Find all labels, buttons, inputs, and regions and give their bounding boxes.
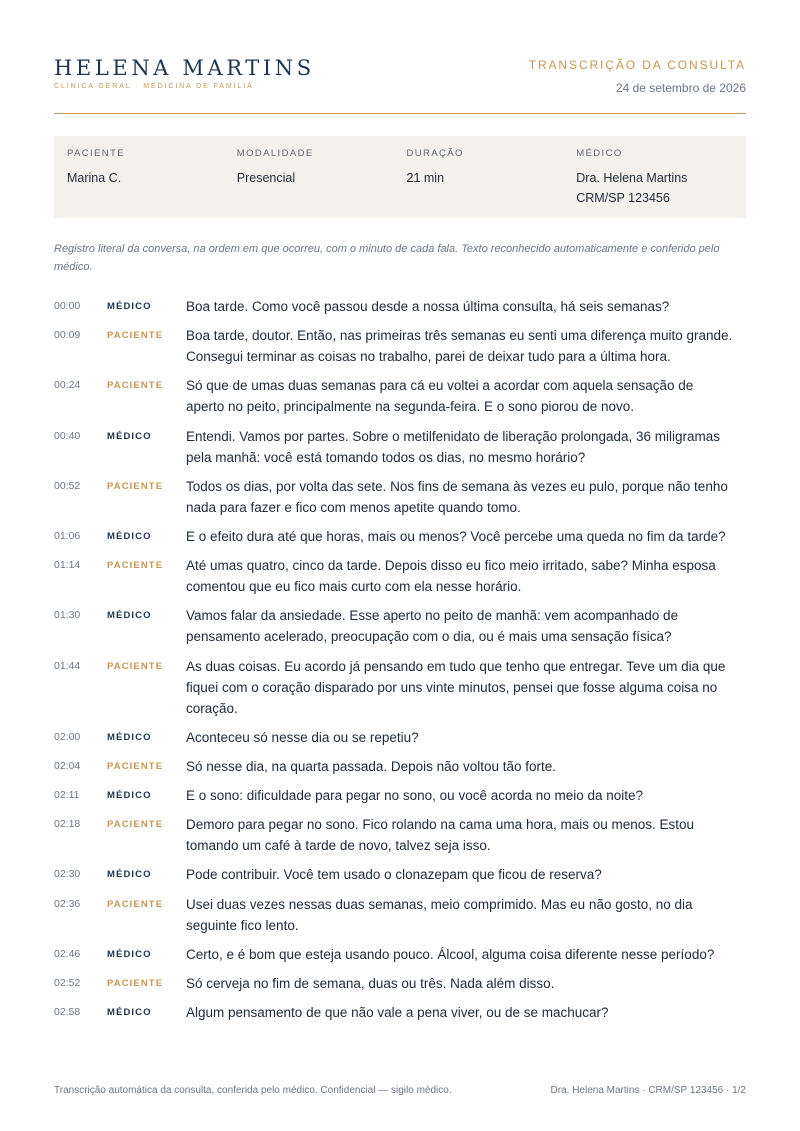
entry-text: Até umas quatro, cinco da tarde. Depois disso eu fico meio irritado, sabe? Minha esposa comentou que eu fico mais curto com ela nesse horário. bbox=[186, 558, 716, 595]
entry-speaker: MÉDICO bbox=[107, 1007, 152, 1019]
entry-time: 02:30 bbox=[54, 868, 81, 881]
doctor-value bbox=[576, 168, 746, 208]
entry-time: 02:58 bbox=[54, 1006, 81, 1019]
entry-text: E o efeito dura até que horas, mais ou menos? Você percebe uma queda no fim da tarde? bbox=[186, 528, 726, 544]
entry-text: Boa tarde, doutor. Então, nas primeiras três semanas eu senti uma diferença muito grande. Consegui terminar as coisas no trabalho, parei de deixar tudo para a última hora. bbox=[186, 328, 733, 365]
transcript-entry bbox=[54, 296, 746, 317]
entry-time: 02:11 bbox=[54, 789, 80, 802]
entry-time: 00:40 bbox=[54, 429, 81, 442]
entry-time: 00:09 bbox=[54, 329, 81, 342]
document-type: TRANSCRIÇÃO DA CONSULTA bbox=[528, 58, 746, 72]
mode-value: Presencial bbox=[236, 171, 296, 185]
brand-name: HELENA MARTINS bbox=[54, 56, 315, 80]
mode-label: MODALIDADE bbox=[236, 148, 314, 159]
doctor-name: Dra. Helena Martins bbox=[576, 171, 688, 185]
entry-text: Só nesse dia, na quarta passada. Depois não voltou tão forte. bbox=[186, 758, 556, 774]
entry-text: Entendi. Vamos por partes. Sobre o metilfenidato de liberação prolongada, 36 miligramas pela manhã: você está tomando todos os dias, no mesmo horário? bbox=[186, 428, 721, 465]
consultation-info-panel bbox=[54, 136, 746, 218]
doctor-label: MÉDICO bbox=[576, 148, 623, 159]
entry-speaker: PACIENTE bbox=[107, 330, 164, 342]
entry-text: Usei duas vezes nessas duas semanas, meio comprimido. Mas eu não gosto, no dia seguinte fico lento. bbox=[186, 896, 693, 933]
entry-speaker: MÉDICO bbox=[107, 948, 152, 960]
footer-page-info: Dra. Helena Martins · CRM/SP 123456 · 1/2 bbox=[550, 1085, 746, 1096]
entry-time: 02:52 bbox=[54, 977, 81, 989]
entry-time: 02:04 bbox=[54, 759, 81, 772]
entry-speaker: PACIENTE bbox=[107, 760, 164, 772]
entry-text: Demoro para pegar no sono. Fico rolando na cama uma hora, mais ou menos. Estou tomando um café à tarde de novo, talvez seja isso. bbox=[186, 817, 695, 854]
entry-time: 00:52 bbox=[54, 479, 81, 492]
transcript-entry bbox=[54, 973, 746, 994]
transcript-entry bbox=[54, 605, 746, 647]
transcript-entry bbox=[54, 785, 746, 806]
document-header bbox=[529, 58, 746, 95]
entry-text: Certo, e é bom que esteja usando pouco. Álcool, alguma coisa diferente nesse período? bbox=[186, 946, 715, 962]
entry-text: Algum pensamento de que não vale a pena viver, ou de se machucar? bbox=[186, 1005, 609, 1021]
entry-speaker: PACIENTE bbox=[107, 898, 164, 910]
transcript-entry bbox=[54, 375, 746, 417]
entry-speaker: MÉDICO bbox=[107, 869, 152, 881]
duration-value: 21 min bbox=[406, 171, 445, 185]
entry-time: 01:14 bbox=[54, 559, 81, 572]
entry-time: 01:06 bbox=[54, 529, 81, 542]
transcript-list bbox=[54, 296, 746, 1031]
brand-tagline: CLÍNICA GERAL · MEDICINA DE FAMÍLIA bbox=[54, 83, 254, 90]
entry-speaker: MÉDICO bbox=[107, 530, 152, 542]
entry-speaker: MÉDICO bbox=[107, 301, 152, 312]
transcript-entry bbox=[54, 526, 746, 547]
patient-value: Marina C. bbox=[67, 171, 122, 185]
transcript-entry bbox=[54, 426, 746, 468]
doctor-info bbox=[576, 148, 746, 218]
entry-speaker: MÉDICO bbox=[107, 790, 152, 802]
transcript-entry bbox=[54, 555, 746, 597]
entry-text: E o sono: dificuldade para pegar no sono, ou você acorda no meio da noite? bbox=[186, 788, 644, 804]
entry-time: 00:00 bbox=[54, 300, 81, 312]
transcript-entry bbox=[54, 656, 746, 719]
entry-text: As duas coisas. Eu acordo já pensando em tudo que tenho que entregar. Teve um dia que fiquei com o coração disparado por uns vinte minutos, pensei que fosse alguma coisa no coração. bbox=[186, 658, 726, 716]
transcript-entry bbox=[54, 864, 746, 885]
entry-time: 01:44 bbox=[54, 659, 81, 672]
entry-text: Só cerveja no fim de semana, duas ou três. Nada além disso. bbox=[186, 976, 555, 991]
header-divider bbox=[54, 113, 746, 114]
entry-time: 02:46 bbox=[54, 947, 81, 960]
entry-speaker: PACIENTE bbox=[107, 480, 164, 492]
entry-speaker: MÉDICO bbox=[107, 731, 152, 743]
doctor-crm: CRM/SP 123456 bbox=[576, 191, 670, 205]
clinic-brand bbox=[54, 56, 315, 90]
duration-info bbox=[407, 148, 577, 218]
entry-time: 02:36 bbox=[54, 897, 81, 910]
transcript-entry bbox=[54, 756, 746, 777]
footer-disclaimer: Transcrição automática da consulta, conferida pelo médico. Confidencial — sigilo médico. bbox=[54, 1085, 452, 1096]
entry-time: 00:24 bbox=[54, 379, 81, 392]
transcript-entry bbox=[54, 944, 746, 965]
entry-speaker: PACIENTE bbox=[107, 660, 164, 672]
transcript-entry bbox=[54, 727, 746, 748]
entry-time: 02:18 bbox=[54, 818, 81, 831]
entry-time: 02:00 bbox=[54, 730, 81, 743]
transcript-note: Registro literal da conversa, na ordem em que ocorreu, com o minuto de cada fala. Texto reconhecido automaticamente e conferido pelo médico. bbox=[54, 243, 720, 273]
patient-label: PACIENTE bbox=[67, 148, 126, 159]
patient-info bbox=[67, 148, 237, 218]
entry-speaker: PACIENTE bbox=[107, 978, 164, 989]
duration-label: DURAÇÃO bbox=[406, 148, 464, 159]
entry-speaker: PACIENTE bbox=[107, 560, 164, 572]
entry-text: Boa tarde. Como você passou desde a nossa última consulta, há seis semanas? bbox=[186, 299, 670, 314]
transcript-entry bbox=[54, 476, 746, 518]
entry-text: Pode contribuir. Você tem usado o clonazepam que ficou de reserva? bbox=[186, 867, 602, 883]
mode-info bbox=[237, 148, 407, 218]
transcript-entry bbox=[54, 814, 746, 856]
transcript-entry bbox=[54, 894, 746, 936]
entry-time: 01:30 bbox=[54, 609, 81, 622]
entry-text: Todos os dias, por volta das sete. Nos fins de semana às vezes eu pulo, porque não tenho nada para fazer e fico com menos apetite quando tomo. bbox=[186, 478, 728, 515]
transcript-entry bbox=[54, 1002, 746, 1023]
entry-text: Vamos falar da ansiedade. Esse aperto no peito de manhã: vem acompanhado de pensamento acelerado, preocupação com o dia, ou é mais uma sensação física? bbox=[186, 608, 679, 645]
entry-speaker: MÉDICO bbox=[107, 430, 152, 442]
entry-text: Só que de umas duas semanas para cá eu voltei a acordar com aquela sensação de aperto no peito, principalmente na segunda-feira. E o sono piorou de novo. bbox=[186, 378, 694, 415]
document-date: 24 de setembro de 2026 bbox=[615, 81, 746, 95]
entry-text: Aconteceu só nesse dia ou se repetiu? bbox=[186, 729, 419, 745]
entry-speaker: PACIENTE bbox=[107, 819, 164, 831]
transcript-entry bbox=[54, 325, 746, 367]
entry-speaker: MÉDICO bbox=[107, 610, 152, 622]
entry-speaker: PACIENTE bbox=[107, 380, 164, 392]
